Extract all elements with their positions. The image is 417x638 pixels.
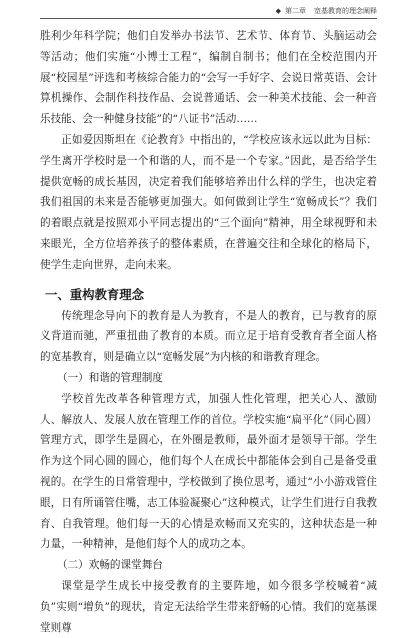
header-title: 宽基教育的理念阐释 bbox=[314, 7, 377, 15]
subheading-1: （一）和谐的管理制度 bbox=[56, 371, 163, 384]
header-rule bbox=[40, 18, 377, 19]
paragraph-2: 正如爱因斯坦在《论教育》中指出的，“学校应该永远以此为目标：学生离开学校时是一个和谐的人，而不是一个专家。”因此，是否给学生提供宽畅的成长基因，决定着我们能够培养出什么样的学生，也决定着我们祖国的未来是否能够更加强大。如何做到让学生“宽畅成长”？我们的着眼点就是按照邓小平同志提出的“三个面向”精神，用全球视野和未来眼光，全方位培养孩子的整体素质，在普遍交往和全球化的格局下，使学生走向世界，走向未来。 bbox=[40, 133, 377, 271]
paragraph-1: 胜利少年科学院；他们自发举办书法节、艺术节、体育节、头脑运动会等活动；他们实施“小博士工程”，编制自制书；他们在全校范围内开展“校园星”评选和考核综合能力的“会写一手好字、会说日常英语、会计算机操作、会制作科技作品、会说普通话、会一种美术技能、会一种音乐技能、会一种健身技能”的“八证书”活动…… bbox=[40, 30, 377, 126]
running-header bbox=[40, 6, 377, 16]
paragraph-4: 学校首先改革各种管理方式，加强人性化管理，把关心人、激励人、解放人、发展人放在管理工作的首位。学校实施“扁平化”（同心圆）管理方式，即学生是圆心，在外圈是教师，最外面才是领导干部。学生作为这个同心圆的圆心，他们每个人在成长中都能体会到自己是备受重视的。在学生的日常管理中，学校做到了换位思考，通过“小小游戏管住眼，日有所诵管住嘴，志工体验凝聚心”这种模式，让学生们进行自我教育、自我管理。他们每一天的心情是欢畅而又充实的，这种状态是一种力量，一种精神，是他们每个人的成功之本。 bbox=[40, 392, 377, 551]
paragraph-5: 课堂是学生成长中接受教育的主要阵地，如今很多学校喊着“减负”实则“增负”的现状，肯定无法给学生带来舒畅的心情。我们的宽基课堂则尊 bbox=[40, 579, 377, 634]
diamond-icon: ◆ bbox=[275, 7, 281, 15]
header-chapter: 第二章 bbox=[285, 7, 306, 15]
subheading-2: （二）欢畅的课堂舞台 bbox=[56, 559, 163, 572]
paragraph-3: 传统理念导向下的教育是人为教育，不是人的教育，已与教育的原义背道而驰，严重扭曲了教育的本质。而立足于培育受教育者全面人格的宽基教育，则是确立以“宽畅发展”为内核的和谐教育理念。 bbox=[40, 309, 377, 364]
section-gap bbox=[40, 276, 377, 284]
section-heading: 一、重构教育理念 bbox=[44, 286, 145, 302]
page-body bbox=[40, 26, 377, 638]
